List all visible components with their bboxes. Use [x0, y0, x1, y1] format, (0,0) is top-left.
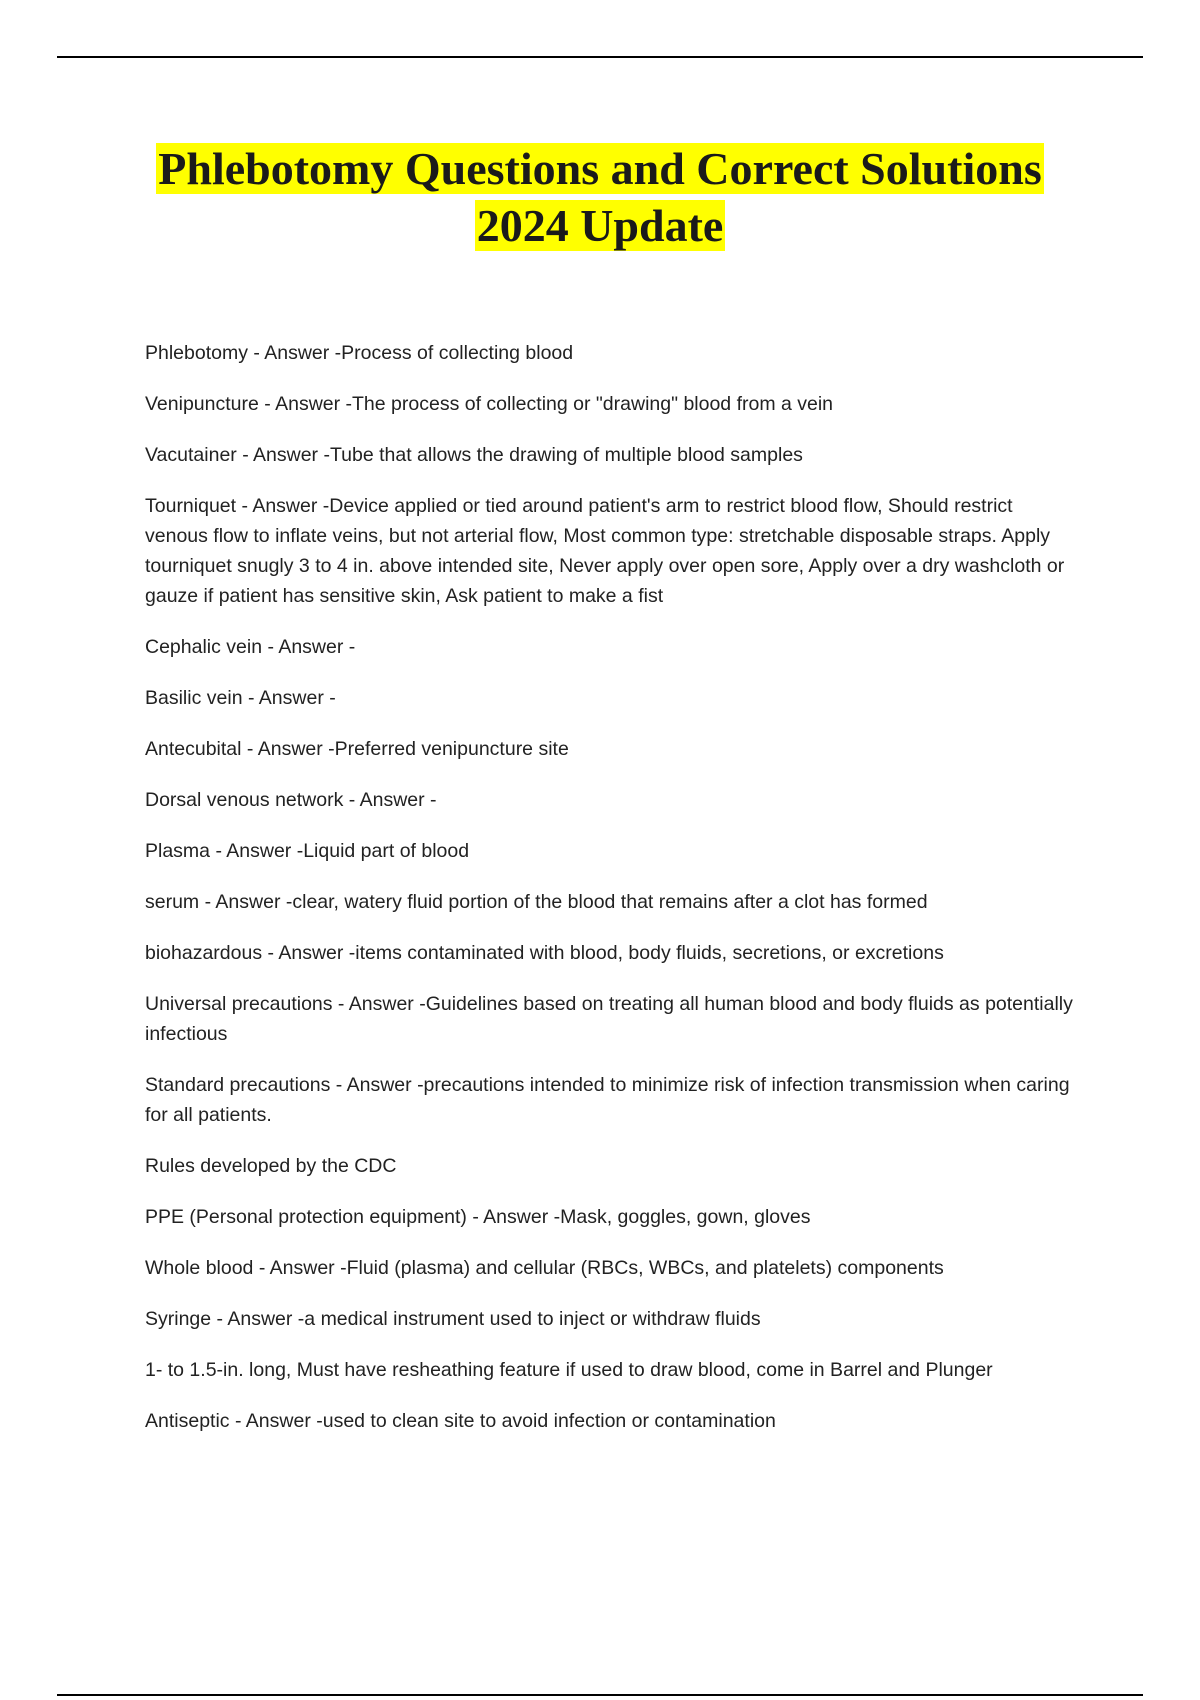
qa-entry-standard-precautions: Standard precautions - Answer -precautions intended to minimize risk of infection transmission when caring for all patients.	[145, 1074, 1070, 1126]
qa-entry-antiseptic: Antiseptic - Answer -used to clean site to avoid infection or contamination	[145, 1410, 776, 1432]
qa-entry-plasma: Plasma - Answer -Liquid part of blood	[145, 840, 470, 862]
title-line-2: 2024 Update	[476, 200, 724, 251]
qa-entry-universal-precautions: Universal precautions - Answer -Guidelines based on treating all human blood and body fluids as potentially infectious	[145, 993, 1073, 1045]
qa-entry-serum: serum - Answer -clear, watery fluid portion of the blood that remains after a clot has formed	[145, 891, 928, 913]
qa-entry-biohazardous: biohazardous - Answer -items contaminated with blood, body fluids, secretions, or excretions	[145, 942, 944, 964]
qa-entry-basilic-vein: Basilic vein - Answer -	[145, 687, 336, 709]
qa-entry-venipuncture: Venipuncture - Answer -The process of collecting or "drawing" blood from a vein	[145, 393, 834, 415]
bottom-rule	[57, 1694, 1143, 1696]
qa-entry-dorsal-venous-network: Dorsal venous network - Answer -	[145, 789, 437, 811]
title-line-1: Phlebotomy Questions and Correct Solutions	[158, 143, 1042, 194]
qa-entry-antecubital: Antecubital - Answer -Preferred venipuncture site	[145, 738, 569, 760]
top-rule	[57, 56, 1143, 58]
qa-entry-syringe-length: 1- to 1.5-in. long, Must have resheathing feature if used to draw blood, come in Barrel and Plunger	[145, 1359, 993, 1381]
qa-entry-cephalic-vein: Cephalic vein - Answer -	[145, 636, 356, 658]
qa-entry-whole-blood: Whole blood - Answer -Fluid (plasma) and cellular (RBCs, WBCs, and platelets) components	[145, 1257, 944, 1279]
qa-entry-tourniquet: Tourniquet - Answer -Device applied or tied around patient's arm to restrict blood flow, Should restrict venous flow to inflate veins, but not arterial flow, Most common type: stretchable disposable straps. Apply tourniquet snugly 3 to 4 in. above intended site, Never apply over open sore, Apply over a dry washcloth or gauze if patient has sensitive skin, Ask patient to make a fist	[145, 495, 1065, 607]
qa-entry-syringe: Syringe - Answer -a medical instrument used to inject or withdraw fluids	[145, 1308, 761, 1330]
qa-entry-vacutainer: Vacutainer - Answer -Tube that allows the drawing of multiple blood samples	[145, 444, 803, 466]
qa-list	[145, 338, 1075, 1457]
qa-entry-ppe: PPE (Personal protection equipment) - Answer -Mask, goggles, gown, gloves	[145, 1206, 811, 1228]
qa-entry-cdc-rules: Rules developed by the CDC	[145, 1155, 397, 1177]
qa-entry-phlebotomy: Phlebotomy - Answer -Process of collecting blood	[145, 342, 574, 364]
page-title	[0, 140, 1200, 254]
